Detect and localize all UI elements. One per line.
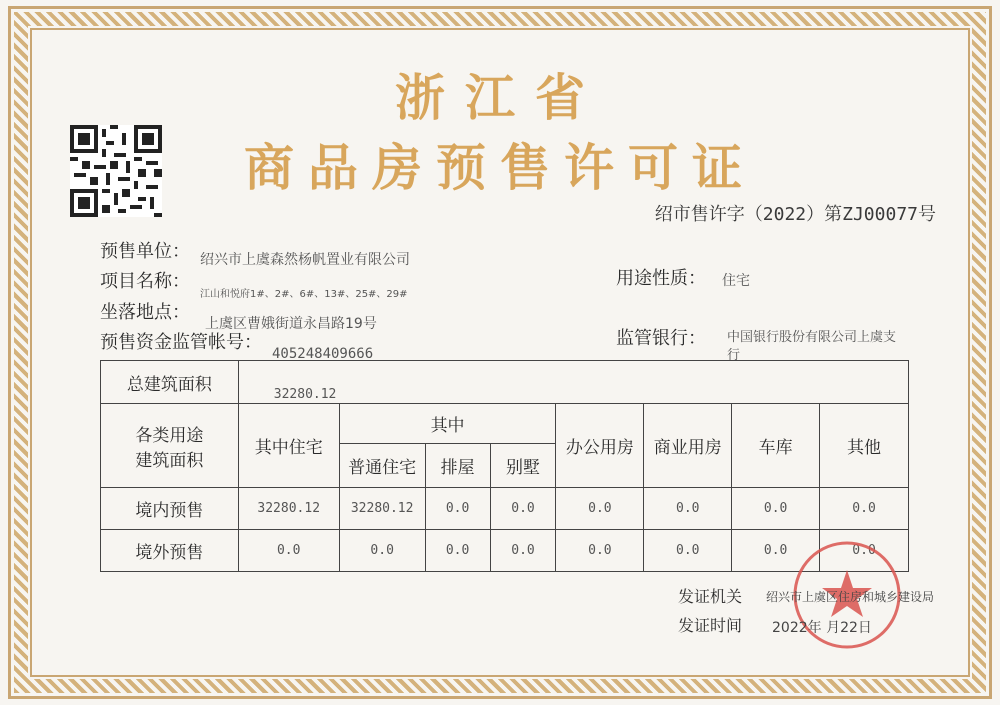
cell-garage: 0.0 [732, 488, 820, 530]
col-commercial: 商业用房 [644, 404, 732, 488]
usage-value: 住宅 [722, 273, 750, 289]
cell-garage: 0.0 [732, 530, 820, 572]
col-residential: 其中住宅 [238, 404, 339, 488]
cell-ordinary: 0.0 [339, 530, 425, 572]
issuer-label: 发证机关 [678, 587, 743, 606]
account-label: 预售资金监管帐号： [100, 332, 262, 353]
category-label-line2: 建筑面积 [135, 450, 204, 471]
bank-value-line2: 行 [727, 348, 741, 363]
col-other: 其他 [820, 404, 909, 488]
category-label-line1: 各类用途 [135, 425, 204, 446]
cell-villa: 0.0 [490, 530, 556, 572]
bank-value-line1: 中国银行股份有限公司上虞支 [727, 330, 897, 345]
cell-ordinary: 32280.12 [339, 488, 425, 530]
presale-unit-label: 预售单位： [100, 241, 190, 262]
col-row-house: 排屋 [425, 444, 490, 488]
account-value: 405248409666 [272, 346, 374, 362]
cell-other: 0.0 [820, 530, 909, 572]
row-label: 境内预售 [101, 488, 239, 530]
issue-date-label: 发证时间 [678, 616, 743, 635]
cell-residential: 0.0 [238, 530, 339, 572]
col-office: 办公用房 [556, 404, 644, 488]
usage-label: 用途性质： [616, 268, 706, 289]
location-label: 坐落地点： [100, 302, 190, 323]
cell-villa: 0.0 [490, 488, 556, 530]
issuer-value: 绍兴市上虞区住房和城乡建设局 [766, 590, 935, 604]
col-of-which: 其中 [339, 404, 556, 444]
issue-date-value: 2022年 月22日 [772, 620, 872, 636]
col-villa: 别墅 [490, 444, 556, 488]
cell-other: 0.0 [820, 488, 909, 530]
category-label [101, 404, 239, 488]
table-row [101, 488, 909, 530]
title-province: 浙江省 [395, 68, 605, 127]
permit-number: 绍市售许字（2022）第ZJ00077号 [654, 204, 936, 225]
project-name-label: 项目名称： [100, 271, 190, 292]
cell-commercial: 0.0 [644, 530, 732, 572]
project-name-value: 江山和悦府1#、2#、6#、13#、25#、29# [200, 289, 408, 300]
presale-unit-value: 绍兴市上虞森然杨帆置业有限公司 [200, 252, 410, 268]
cell-residential: 32280.12 [238, 488, 339, 530]
location-value: 上虞区曹娥街道永昌路19号 [205, 316, 377, 332]
cell-row-house: 0.0 [425, 488, 490, 530]
row-label: 境外预售 [101, 530, 239, 572]
col-garage: 车库 [732, 404, 820, 488]
area-table [100, 360, 909, 572]
table-row [101, 530, 909, 572]
cell-commercial: 0.0 [644, 488, 732, 530]
cell-office: 0.0 [556, 530, 644, 572]
title-main: 商品房预售许可证 [244, 138, 756, 197]
col-ordinary: 普通住宅 [339, 444, 425, 488]
total-area-value: 32280.12 [273, 387, 337, 402]
qr-code-icon [70, 125, 162, 217]
cell-office: 0.0 [556, 488, 644, 530]
bank-label: 监管银行： [616, 328, 706, 349]
cell-row-house: 0.0 [425, 530, 490, 572]
total-area-label: 总建筑面积 [101, 361, 239, 404]
